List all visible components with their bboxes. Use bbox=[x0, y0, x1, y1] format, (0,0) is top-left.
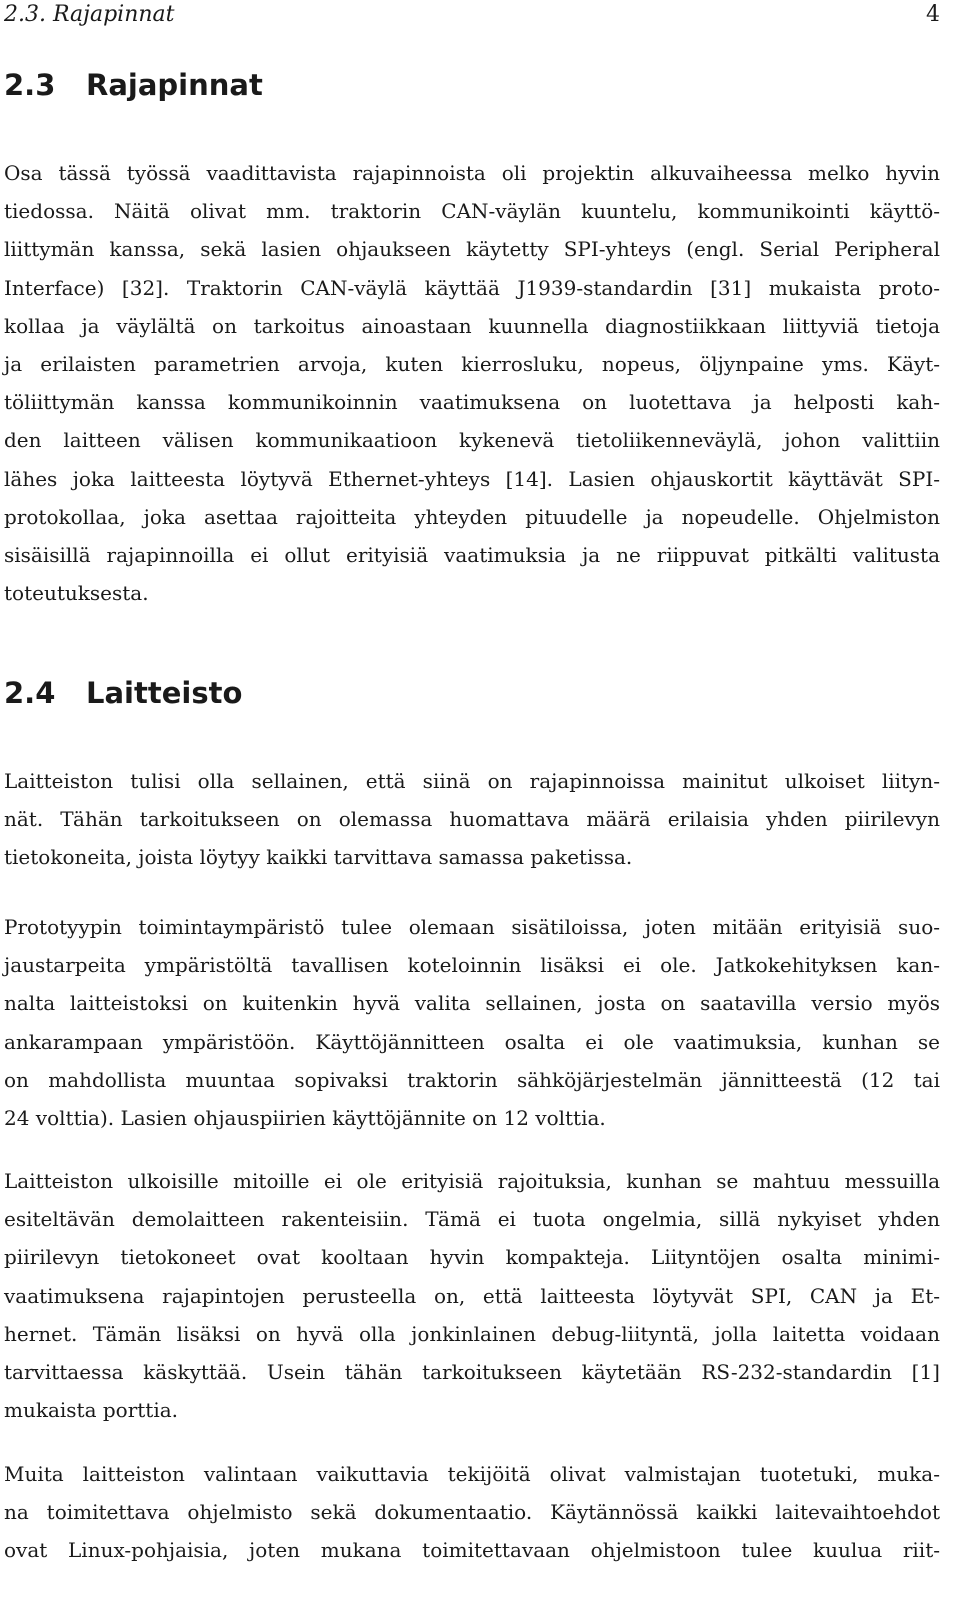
text-line: nalta laitteistoksi on kuitenkin hyvä valita sellainen, josta on saatavilla versio myös bbox=[4, 991, 940, 1016]
text-line: kollaa ja väylältä on tarkoitus ainoastaan kuunnella diagnostiikkaan liittyviä tietoja bbox=[4, 313, 940, 338]
section-number: 2.4 bbox=[4, 676, 56, 710]
running-header bbox=[4, 2, 940, 28]
text-line: tietokoneita, joista löytyy kaikki tarvittava samassa paketissa. bbox=[4, 845, 633, 870]
page-number: 4 bbox=[926, 2, 940, 27]
text-line: 24 volttia). Lasien ohjauspiirien käyttöjännite on 12 volttia. bbox=[4, 1105, 606, 1130]
text-line: protokollaa, joka asettaa rajoitteita yhteyden pituudelle ja nopeudelle. Ohjelmiston bbox=[4, 504, 940, 529]
text-line: jaustarpeita ympäristöltä tavallisen koteloinnin lisäksi ei ole. Jatkokehityksen kan- bbox=[4, 953, 940, 978]
text-line: Laitteiston tulisi olla sellainen, että siinä on rajapinnoissa mainitut ulkoiset liityn- bbox=[4, 769, 940, 793]
section-number: 2.3 bbox=[4, 68, 56, 102]
text-line: vaatimuksena rajapintojen perusteella on, että laitteesta löytyvät SPI, CAN ja Et- bbox=[4, 1283, 940, 1308]
section-title: Rajapinnat bbox=[86, 68, 263, 102]
text-line: sisäisillä rajapinnoilla ei ollut erityisiä vaatimuksia ja ne riippuvat pitkälti valitusta bbox=[4, 542, 940, 567]
text-line: nät. Tähän tarkoitukseen on olemassa huomattava määrä erilaisia yhden piirilevyn bbox=[4, 807, 940, 832]
text-line: Prototyypin toimintaympäristö tulee olemaan sisätiloissa, joten mitään erityisiä suo- bbox=[4, 915, 940, 939]
paragraph-laitteisto-3 bbox=[4, 1162, 940, 1429]
text-line: esiteltävän demolaitteen rakenteisiin. Tämä ei tuota ongelmia, sillä nykyiset yhden bbox=[4, 1207, 940, 1232]
text-line: tarvittaessa käskyttää. Usein tähän tarkoitukseen käytetään RS-232-standardin [1] bbox=[4, 1359, 940, 1384]
text-line: Laitteiston ulkoisille mitoille ei ole erityisiä rajoituksia, kunhan se mahtuu messuilla bbox=[4, 1169, 940, 1193]
text-line: Muita laitteiston valintaan vaikuttavia tekijöitä olivat valmistajan tuotetuki, muka- bbox=[4, 1462, 940, 1486]
text-line: liittymän kanssa, sekä lasien ohjaukseen käytetty SPI-yhteys (engl. Serial Peripheral bbox=[4, 237, 940, 262]
paragraph-laitteisto-1 bbox=[4, 762, 940, 877]
paragraph-laitteisto-2 bbox=[4, 908, 940, 1137]
text-line: na toimitettava ohjelmisto sekä dokumentaatio. Käytännössä kaikki laitevaihtoehdot bbox=[4, 1500, 940, 1525]
text-line: ja erilaisten parametrien arvoja, kuten kierrosluku, nopeus, öljynpaine yms. Käyt- bbox=[4, 351, 940, 376]
text-line: hernet. Tämän lisäksi on hyvä olla jonkinlainen debug-liityntä, jolla laitetta voidaan bbox=[4, 1321, 940, 1346]
text-line: ovat Linux-pohjaisia, joten mukana toimitettavaan ohjelmistoon tulee kuulua riit- bbox=[4, 1538, 940, 1563]
text-line: piirilevyn tietokoneet ovat kooltaan hyvin kompakteja. Liityntöjen osalta minimi- bbox=[4, 1245, 940, 1270]
section-heading-rajapinnat bbox=[4, 68, 263, 102]
text-line: toteutuksesta. bbox=[4, 581, 149, 606]
text-line: töliittymän kanssa kommunikoinnin vaatimuksena on luotettava ja helposti kah- bbox=[4, 390, 940, 415]
text-line: ankarampaan ympäristöön. Käyttöjännitteen osalta ei ole vaatimuksia, kunhan se bbox=[4, 1029, 940, 1054]
paragraph-laitteisto-4 bbox=[4, 1455, 940, 1570]
text-line: Osa tässä työssä vaadittavista rajapinnoista oli projektin alkuvaiheessa melko hyvin bbox=[4, 161, 940, 185]
text-line: on mahdollista muuntaa sopivaksi traktorin sähköjärjestelmän jännitteestä (12 tai bbox=[4, 1067, 940, 1092]
paragraph-rajapinnat-1 bbox=[4, 154, 940, 612]
text-line: den laitteen välisen kommunikaatioon kykenevä tietoliikenneväylä, johon valittiin bbox=[4, 428, 940, 453]
running-header-title: 2.3. Rajapinnat bbox=[4, 2, 175, 27]
text-line: lähes joka laitteesta löytyvä Ethernet-yhteys [14]. Lasien ohjauskortit käyttävät SPI- bbox=[4, 466, 940, 491]
section-heading-laitteisto bbox=[4, 676, 242, 710]
text-line: mukaista porttia. bbox=[4, 1398, 179, 1423]
section-title: Laitteisto bbox=[86, 676, 243, 710]
text-line: tiedossa. Näitä olivat mm. traktorin CAN-väylän kuuntelu, kommunikointi käyttö- bbox=[4, 199, 940, 224]
text-line: Interface) [32]. Traktorin CAN-väylä käyttää J1939-standardin [31] mukaista proto- bbox=[4, 275, 940, 300]
